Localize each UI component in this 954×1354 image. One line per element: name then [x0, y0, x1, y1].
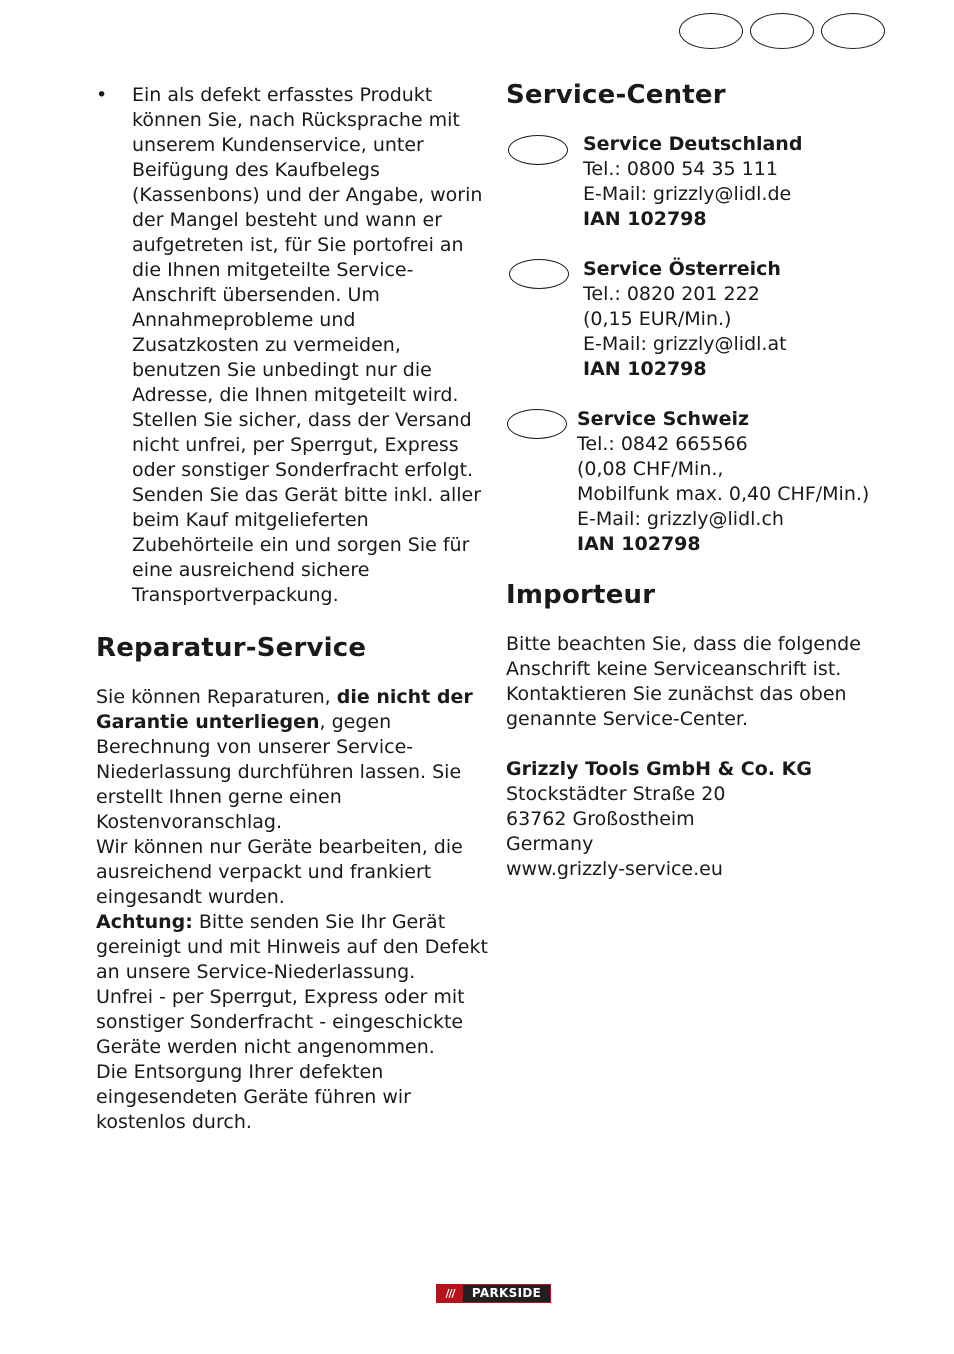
language-oval-2	[750, 13, 814, 49]
parkside-logo	[436, 1284, 551, 1303]
repair-paragraph-4: Unfrei - per Sperrgut, Express oder mit sonstiger Sonderfracht - eingeschickte Geräte werden nicht angenommen.	[96, 986, 465, 1058]
service-switzerland-rate-1: (0,08 CHF/Min.,	[577, 458, 724, 480]
right-column	[506, 80, 906, 882]
logo-wordmark: PARKSIDE	[463, 1285, 550, 1302]
bullet-icon: •	[96, 84, 108, 106]
importer-city: 63762 Großostheim	[506, 808, 695, 830]
warranty-bullet-text: Ein als defekt erfasstes Produkt können Sie, nach Rücksprache mit unserem Kundenservice, unter Beifügung des Kaufbelegs (Kassenbons) und der Angabe, worin der Mangel besteht und wann er aufgetreten ist, für Sie portofrei an die Ihnen mitgeteilte Service-Anschrift übersenden. Um Annahmeprobleme und Zusatzkosten zu vermeiden, benutzen Sie unbedingt nur die Adresse, die Ihnen mitgeteilt wird. Stellen Sie sicher, dass der Versand nicht unfrei, per Sperrgut, Express oder sonstiger Sonderfracht erfolgt. Senden Sie das Gerät bitte inkl. aller beim Kauf mitgelieferten Zubehörteile ein und sorgen Sie für eine ausreichend sichere Transportverpackung.	[132, 84, 483, 606]
language-ovals	[679, 13, 885, 49]
repair-paragraph-3: Achtung: Bitte senden Sie Ihr Gerät gereinigt und mit Hinweis auf den Defekt an unsere Service-Niederlassung.	[96, 911, 488, 983]
repair-service-heading: Reparatur-Service	[96, 633, 367, 663]
service-switzerland-title: Service Schweiz	[577, 408, 750, 430]
language-oval-3	[821, 13, 885, 49]
service-austria-mail: E-Mail: grizzly@lidl.at	[583, 333, 787, 355]
repair-paragraph-2: Wir können nur Geräte bearbeiten, die ausreichend verpackt und frankiert eingesandt wurden.	[96, 836, 463, 908]
country-oval-at	[509, 259, 569, 289]
service-germany	[506, 132, 906, 232]
importer-website: www.grizzly-service.eu	[506, 858, 723, 880]
service-austria	[506, 257, 906, 382]
warranty-bullet	[96, 83, 488, 608]
repair-paragraph-1: Sie können Reparaturen, die nicht der Garantie unterliegen, gegen Berechnung von unserer Service-Niederlassung durchführen lassen. Sie erstellt Ihnen gerne einen Kostenvoranschlag.	[96, 686, 473, 833]
logo-stripes: ///	[437, 1285, 463, 1302]
service-germany-ian: IAN 102798	[583, 208, 707, 230]
importer-address	[506, 757, 906, 882]
service-switzerland-rate-2: Mobilfunk max. 0,40 CHF/Min.)	[577, 483, 870, 505]
service-austria-title: Service Österreich	[583, 258, 781, 280]
country-oval-ch	[507, 409, 567, 439]
service-austria-rate: (0,15 EUR/Min.)	[583, 308, 732, 330]
importer-heading: Importeur	[506, 580, 656, 610]
importer-street: Stockstädter Straße 20	[506, 783, 726, 805]
importer-company: Grizzly Tools GmbH & Co. KG	[506, 758, 812, 780]
language-oval-1	[679, 13, 743, 49]
service-austria-tel: Tel.: 0820 201 222	[583, 283, 760, 305]
service-germany-mail: E-Mail: grizzly@lidl.de	[583, 183, 792, 205]
repair-service-body	[96, 685, 488, 1135]
repair-paragraph-5: Die Entsorgung Ihrer defekten eingesendeten Geräte führen wir kostenlos durch.	[96, 1061, 411, 1133]
service-switzerland-ian: IAN 102798	[577, 533, 701, 555]
service-switzerland-mail: E-Mail: grizzly@lidl.ch	[577, 508, 784, 530]
service-center-heading: Service-Center	[506, 80, 726, 110]
service-switzerland-tel: Tel.: 0842 665566	[577, 433, 748, 455]
left-column	[96, 83, 488, 1135]
country-oval-de	[508, 135, 568, 165]
importer-note: Bitte beachten Sie, dass die folgende Anschrift keine Serviceanschrift ist. Kontaktieren Sie zunächst das oben genannte Service-Center.	[506, 633, 861, 730]
importer-country: Germany	[506, 833, 594, 855]
service-germany-title: Service Deutschland	[583, 133, 803, 155]
service-switzerland	[506, 407, 906, 557]
service-austria-ian: IAN 102798	[583, 358, 707, 380]
service-germany-tel: Tel.: 0800 54 35 111	[583, 158, 778, 180]
